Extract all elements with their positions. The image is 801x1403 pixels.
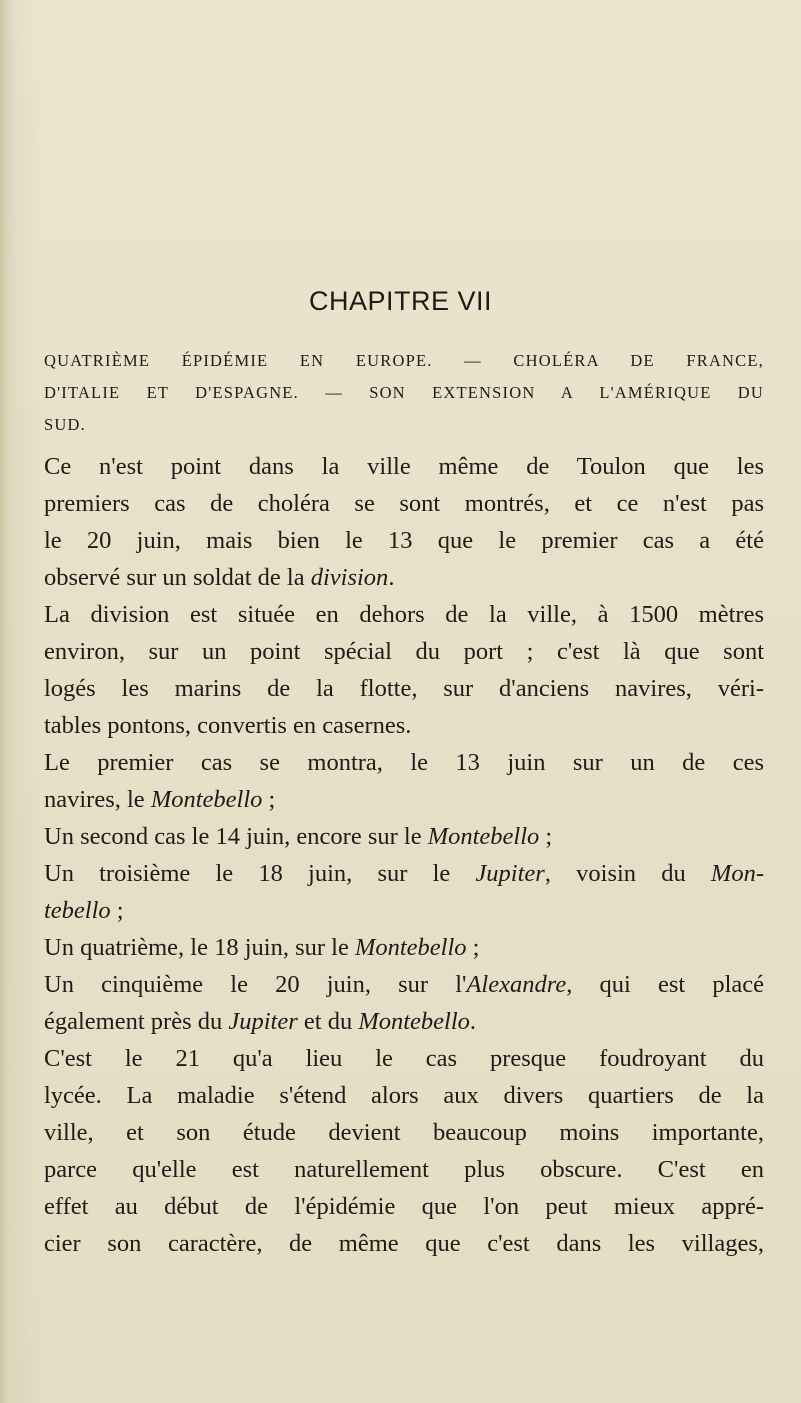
- text-line: cier son caractère, de même que c'est dans les villages,: [44, 1230, 764, 1257]
- text-line: effet au début de l'épidémie que l'on peut mieux appré-: [44, 1193, 764, 1220]
- italic-term: division: [310, 564, 389, 591]
- ship-name: Jupiter: [228, 1008, 298, 1035]
- ship-name: Montebello: [354, 934, 467, 961]
- text-line: le 20 juin, mais bien le 13 que le premier cas a été: [44, 527, 764, 554]
- text-line: Un second cas le 14 juin, encore sur le Montebello ;: [44, 823, 553, 850]
- ship-name: Montebello: [358, 1008, 470, 1035]
- text-line: lycée. La maladie s'étend alors aux divers quartiers de la: [44, 1082, 764, 1109]
- text-line: La division est située en dehors de la ville, à 1500 mètres: [44, 601, 764, 628]
- text-line: ville, et son étude devient beaucoup moins importante,: [44, 1119, 764, 1146]
- text-line: premiers cas de choléra se sont montrés, et ce n'est pas: [44, 490, 764, 517]
- text-line: environ, sur un point spécial du port ; c'est là que sont: [44, 638, 764, 665]
- text-line: Un troisième le 18 juin, sur le Jupiter, voisin du Mon-: [44, 860, 764, 887]
- chapter-summary: [44, 345, 764, 441]
- text-line: tebello ;: [44, 897, 124, 924]
- text-line: observé sur un soldat de la division.: [44, 564, 395, 591]
- ship-name: Montebello: [427, 823, 540, 850]
- text-line: Le premier cas se montra, le 13 juin sur un de ces: [44, 749, 764, 776]
- text-line: Un cinquième le 20 juin, sur l'Alexandre, qui est placé: [44, 971, 764, 998]
- page-binding-edge: [0, 0, 14, 1403]
- text-line: tables pontons, convertis en casernes.: [44, 712, 412, 739]
- ship-name: Montebello: [150, 786, 263, 813]
- text-line: également près du Jupiter et du Montebello.: [44, 1008, 477, 1035]
- summary-line: SUD.: [44, 415, 86, 434]
- chapter-title: CHAPITRE VII: [308, 286, 493, 316]
- summary-line: QUATRIÈME ÉPIDÉMIE EN EUROPE. — CHOLÉRA DE FRANCE,: [44, 351, 764, 370]
- summary-line: D'ITALIE ET D'ESPAGNE. — SON EXTENSION A L'AMÉRIQUE DU: [44, 383, 764, 402]
- text-line: navires, le Montebello ;: [44, 786, 276, 813]
- text-line: Ce n'est point dans la ville même de Toulon que les: [44, 453, 764, 480]
- ship-name: Mon-: [710, 860, 764, 887]
- ship-name: Alexandre: [466, 971, 567, 998]
- body-text: [44, 448, 764, 1262]
- text-line: parce qu'elle est naturellement plus obscure. C'est en: [44, 1156, 764, 1183]
- text-line: Un quatrième, le 18 juin, sur le Montebello ;: [44, 934, 480, 961]
- ship-name: Jupiter: [475, 860, 545, 887]
- text-line: C'est le 21 qu'a lieu le cas presque foudroyant du: [44, 1045, 764, 1072]
- ship-name: tebello: [44, 897, 111, 924]
- text-line: logés les marins de la flotte, sur d'anciens navires, véri-: [44, 675, 764, 702]
